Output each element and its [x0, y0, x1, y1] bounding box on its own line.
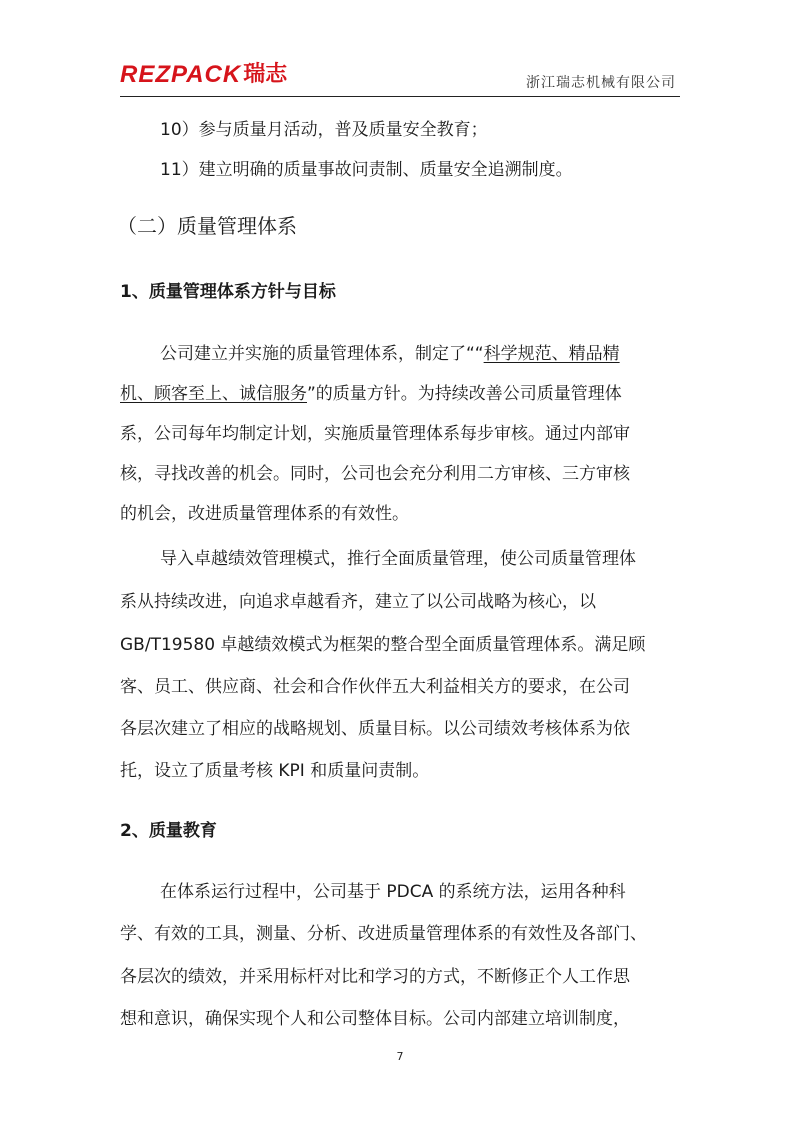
paragraph-line: 各层次建立了相应的战略规划、质量目标。以公司绩效考核体系为依: [120, 719, 630, 739]
paragraph-line: 客、员工、供应商、社会和合作伙伴五大利益相关方的要求，在公司: [120, 677, 630, 697]
underlined-policy-text: 科学规范、精品精: [483, 344, 620, 364]
paragraph-line: GB/T19580 卓越绩效模式为框架的整合型全面质量管理体系。满足顾: [120, 635, 646, 655]
company-name: 浙江瑞志机械有限公司: [526, 75, 676, 91]
section-title: （二）质量管理体系: [117, 214, 297, 238]
text-span: 公司建立并实施的质量管理体系，制定了““: [160, 344, 484, 364]
paragraph-line: 托，设立了质量考核 KPI 和质量问责制。: [120, 761, 430, 781]
page-header: [120, 56, 680, 100]
paragraph-line: 学、有效的工具，测量、分析、改进质量管理体系的有效性及各部门、: [120, 924, 647, 944]
logo-chinese-text: 瑞志: [243, 62, 288, 87]
header-divider: [120, 96, 680, 97]
paragraph-line: [160, 342, 620, 366]
subsection-title-1: 1、质量管理体系方针与目标: [120, 282, 336, 302]
company-logo: [120, 62, 287, 88]
page-number: 7: [396, 1050, 404, 1063]
logo-latin-text: REZPACK: [120, 61, 242, 88]
paragraph-line: 系从持续改进，向追求卓越看齐，建立了以公司战略为核心，以: [120, 592, 596, 612]
paragraph-line: [120, 382, 622, 406]
paragraph-line: 各层次的绩效，并采用标杆对比和学习的方式，不断修正个人工作思: [120, 967, 630, 987]
paragraph-line: 在体系运行过程中，公司基于 PDCA 的系统方法，运用各种科: [160, 882, 626, 902]
paragraph-line: 系，公司每年均制定计划，实施质量管理体系每步审核。通过内部审: [120, 424, 630, 444]
subsection-title-2: 2、质量教育: [120, 821, 217, 841]
paragraph-line: 核，寻找改善的机会。同时，公司也会充分利用二方审核、三方审核: [120, 464, 630, 484]
paragraph-line: 的机会，改进质量管理体系的有效性。: [120, 504, 409, 524]
underlined-policy-text: 机、顾客至上、诚信服务: [120, 384, 307, 404]
paragraph-line: 想和意识，确保实现个人和公司整体目标。公司内部建立培训制度，: [120, 1009, 630, 1029]
text-span: ”的质量方针。为持续改善公司质量管理体: [307, 384, 622, 404]
paragraph-line: 导入卓越绩效管理模式，推行全面质量管理，使公司质量管理体: [160, 549, 636, 569]
list-item-11: 11）建立明确的质量事故问责制、质量安全追溯制度。: [160, 160, 573, 180]
list-item-10: 10）参与质量月活动，普及质量安全教育；: [160, 120, 488, 140]
